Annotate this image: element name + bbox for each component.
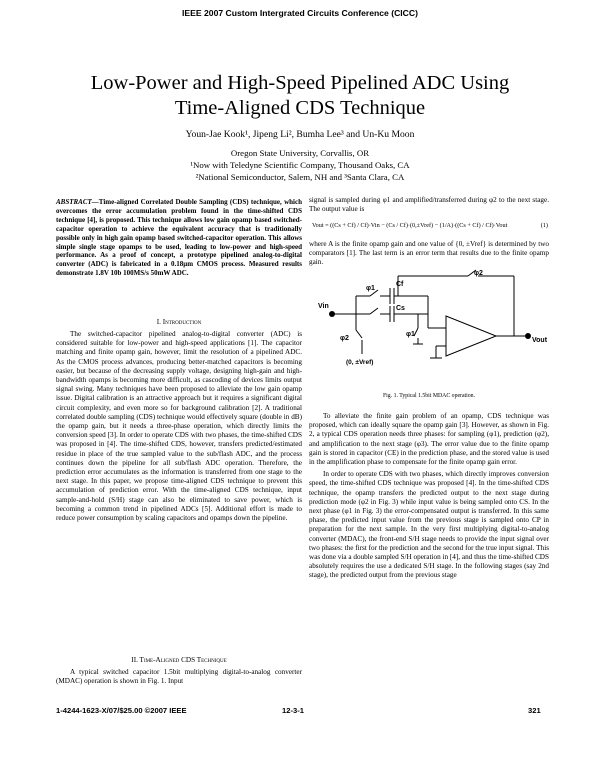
- intro-text: [56, 330, 302, 523]
- equation-number: (1): [540, 222, 548, 229]
- paper-title-line2: Time-Aligned CDS Technique: [174, 97, 426, 119]
- section2-paragraph: A typical switched capacitor 1.5bit multiplying digital-to-analog converter (MDAC) operation is shown in Fig. 1. Input: [56, 668, 302, 686]
- label-phi1-top: φ1: [366, 285, 375, 292]
- vout-node: [525, 333, 531, 339]
- affiliation-1: ¹Now with Teledyne Scientific Company, Thousand Oaks, CA: [190, 160, 410, 170]
- section1-title: I. Introduction: [156, 318, 202, 326]
- label-phi1-reset: φ1: [406, 331, 415, 338]
- label-vout: Vout: [532, 337, 548, 344]
- right-after-eq-text: [309, 240, 549, 268]
- label-vref: (0, ±Vref): [346, 359, 374, 366]
- abstract-text: Time-aligned Correlated Double Sampling (CDS) technique, which overcomes the error accumulation problem found in the time-shifted CDS technique [4], is proposed. This technique allows low gain opamp based switched-capacitor operation to achieve the equivalent accuracy that is traditionally possible only in high gain opamp based switched-capacitor operation. This allows simple single stage opamps to be used, leading to low-power and high-speed performance. As a proof of concept, a prototype pipelined analog-to-digital converter (ADC) is fabricated in a 0.18μm CMOS process. Measured results demonstrate 1.8V 10b 100MS/s 50mW ADC.: [56, 198, 302, 278]
- footer-page-number: 321: [528, 706, 541, 715]
- paper-title-line1: Low-Power and High-Speed Pipelined ADC Using: [90, 72, 510, 94]
- opamp-symbol: [446, 316, 496, 356]
- affiliation-main: Oregon State University, Corvallis, OR: [230, 148, 370, 158]
- phi2-ref-switch: [356, 330, 362, 338]
- conference-header: IEEE 2007 Custom Intergrated Circuits Conference (CICC): [182, 8, 418, 18]
- label-phi2-ref: φ2: [340, 335, 349, 342]
- right-paragraph-2: In order to operate CDS with two phases, which directly improves conversion speed, the time-shifted CDS technique was proposed [4]. In the time-shifted CDS technique, the opamp transfers the predicted output to the next stage during prediction mode (φ2 in Fig. 3) while input value is being sampled onto CS. In the next phase (φ1 in Fig. 3) the error-compensated output is transferred. In this same phase, the predicted input value from the previous stage is sampled onto CP in preparation for the next sample. In the very first multiplying digital-to-analog converter (MDAC), the front-end S/H stage needs to provide the input signal over two phases: the first for the prediction and the second for the true input signal. This was done via a double sampled S/H operation in [4], and thus the time-shifted CDS absolutely requires the use a dedicated S/H stage. In the following stages (say 2nd stage), the predicted output from the previous stage: [309, 470, 549, 580]
- footer-session: 12-3-1: [282, 706, 304, 715]
- footer-copyright: 1-4244-1623-X/07/$25.00 ©2007 IEEE: [56, 706, 187, 715]
- right-body-text: [309, 412, 549, 581]
- equation-1: Vout = ((Cs + Cf) / Cf)·Vin − (Cs / Cf)·(0,±Vref) − (1/A)·((Cs + Cf) / Cf)·Vout: [312, 222, 508, 229]
- intro-paragraph: The switched-capacitor pipelined analog-to-digital converter (ADC) is considered suitable for low-power and high-speed applications [1]. The capacitor matching and finite opamp gain, however, limit the resolution of a pipelined ADC. As the CMOS process advances, producing better-matched capacitors is becoming easier, but because of the decreasing supply voltage, designing high-gain and high-bandwidth opamps is becoming more difficult, as cascoding of devices limits output signal swing. Many techniques have been proposed to alleviate the low gain opamp issue. Digital calibration is an attractive approach but it requires a significant digital circuit complexity, and even more so for background calibration [2]. A traditional correlated double sampling (CDS) technique would effectively square (double in dB) the opamp gain, but it needs a three-phase operation, which directly limits the conversion speed [3]. In order to operate CDS with two phases, the time-shifted CDS was proposed in [4]. The time-shifted CDS, however, transfers predicted/estimated residue in place of the true sampled value to the sub/flash ADC, and the process continues down the pipeline for all sub/flash ADC operation. Therefore, the prediction error accumulates as the information is transferred from one stage to the next stage. In this paper, we propose time-aligned CDS technique to prevent this accumulation of prediction error. With the time-aligned CDS technique, input sample-and-hold (S/H) stage can also be eliminated to save power, which is becoming a common trend in pipelined ADCs [5]. Additional effort is made to reduce power consumption by scaling capacitors and opamps down the pipeline.: [56, 330, 302, 523]
- right-paragraph-1: To alleviate the finite gain problem of an opamp, CDS technique was proposed, which can ideally square the opamp gain [3]. However, as shown in Fig. 2, a typical CDS operation needs three phases: for sampling (φ1), prediction (φ2), and amplification to the next stage (φ3). The error value due to the finite opamp gain is stored in capacitor (CE) in the prediction phase, and the stored value is used in the amplification phase to compensate for the finite opamp gain error.: [309, 412, 549, 467]
- right-top-text: [309, 196, 549, 214]
- right-after-eq-paragraph: where A is the finite opamp gain and one value of {0, ±Vref} is determined by two comparators [1]. The last term is an error term that results due to the finite opamp gain.: [309, 240, 549, 267]
- fig1-schematic: [318, 268, 548, 378]
- label-cf: Cf: [396, 281, 404, 288]
- abstract-label: ABSTRACT—: [56, 198, 99, 206]
- vin-node: [329, 311, 335, 317]
- fig1-caption: Fig. 1. Typical 1.5bit MDAC operation.: [382, 393, 476, 399]
- label-phi2-top: φ2: [474, 270, 483, 277]
- label-cs: Cs: [396, 305, 405, 312]
- section2-text: [56, 668, 302, 686]
- abstract: [56, 198, 302, 278]
- label-vin: Vin: [318, 303, 329, 310]
- section2-title: II. Time-Aligned CDS Technique: [131, 656, 227, 664]
- authors: Youn-Jae Kook¹, Jipeng Li², Bumha Lee³ and Un-Ku Moon: [185, 129, 415, 140]
- right-top-paragraph: signal is sampled during φ1 and amplified/transferred during φ2 to the next stage. The output value is: [309, 196, 549, 214]
- affiliation-2: ²National Semiconductor, Salem, NH and ³Santa Clara, CA: [195, 172, 405, 182]
